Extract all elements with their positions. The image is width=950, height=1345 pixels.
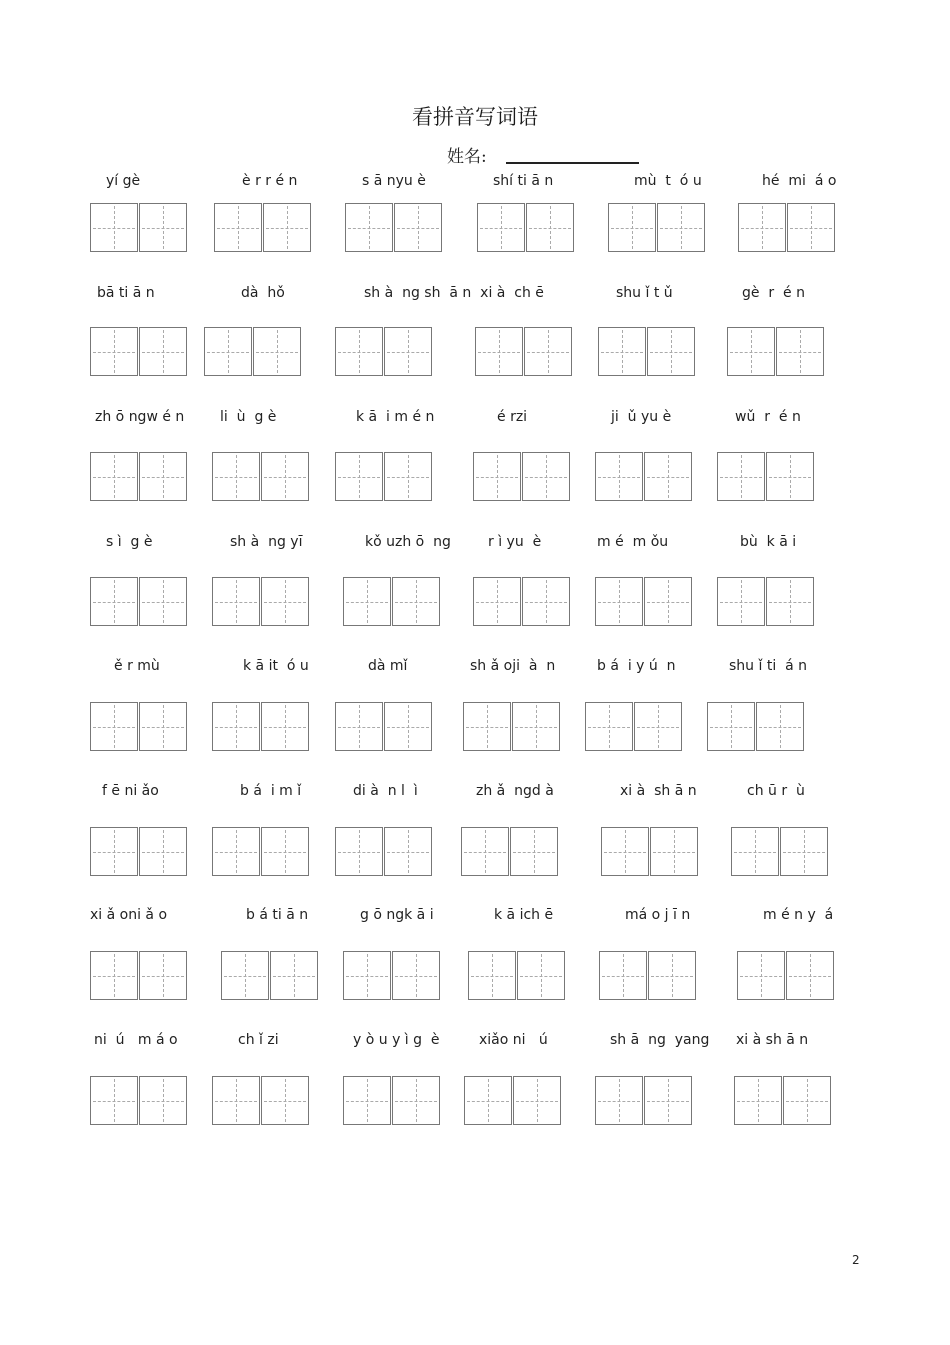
tian-grid-cell[interactable] [335,827,383,876]
writing-box[interactable] [343,1076,440,1125]
pinyin-label: bù k ā i [740,534,797,550]
tian-grid-cell[interactable] [477,203,525,252]
tian-grid-cell[interactable] [595,577,643,626]
writing-box[interactable] [717,577,814,626]
pinyin-label: shu ǐ ti á n [729,658,808,674]
pinyin-label: m é n y á [763,907,834,923]
writing-box[interactable] [212,577,309,626]
tian-grid-cell[interactable] [261,827,309,876]
writing-box[interactable] [90,203,187,252]
pinyin-label: k ā i m é n [356,409,435,425]
tian-grid-cell[interactable] [90,203,138,252]
pinyin-label: shí ti ā n [493,173,554,189]
tian-grid-cell[interactable] [468,951,516,1000]
pinyin-label: hé mi á o [762,173,837,189]
writing-box[interactable] [90,577,187,626]
tian-grid-cell[interactable] [345,203,393,252]
page-title: 看拼音写词语 [412,105,538,129]
tian-grid-cell[interactable] [601,827,649,876]
pinyin-label: di à n l ì [353,783,418,799]
pinyin-label: ji ǔ yu è [611,409,672,425]
tian-grid-cell[interactable] [657,203,705,252]
writing-box[interactable] [738,203,835,252]
pinyin-label: f ē ni ǎo [102,783,159,799]
tian-grid-cell[interactable] [394,203,442,252]
writing-box[interactable] [90,327,187,376]
pinyin-label: sh à ng yī [230,534,303,550]
tian-grid-cell[interactable] [384,327,432,376]
writing-box[interactable] [475,327,572,376]
pinyin-label: dà hǒ [241,285,285,301]
tian-grid-cell[interactable] [270,951,318,1000]
pinyin-label: é rzi [497,409,528,425]
tian-grid-cell[interactable] [90,577,138,626]
tian-grid-cell[interactable] [384,452,432,501]
pinyin-label: gè r é n [742,285,805,301]
tian-grid-cell[interactable] [139,452,187,501]
writing-box[interactable] [737,951,834,1000]
pinyin-label: b á i y ú n [597,658,676,674]
tian-grid-cell[interactable] [731,827,779,876]
tian-grid-cell[interactable] [221,951,269,1000]
writing-box[interactable] [90,452,187,501]
writing-box[interactable] [90,702,187,751]
tian-grid-cell[interactable] [526,203,574,252]
tian-grid-cell[interactable] [90,1076,138,1125]
tian-grid-cell[interactable] [261,577,309,626]
tian-grid-cell[interactable] [599,951,647,1000]
tian-grid-cell[interactable] [787,203,835,252]
tian-grid-cell[interactable] [212,827,260,876]
writing-box[interactable] [461,827,558,876]
tian-grid-cell[interactable] [212,577,260,626]
tian-grid-cell[interactable] [90,327,138,376]
tian-grid-cell[interactable] [261,452,309,501]
tian-grid-cell[interactable] [139,702,187,751]
tian-grid-cell[interactable] [517,951,565,1000]
tian-grid-cell[interactable] [644,1076,692,1125]
pinyin-label: xiǎo ni ú [479,1032,548,1048]
tian-grid-cell[interactable] [139,1076,187,1125]
tian-grid-cell[interactable] [139,327,187,376]
tian-grid-cell[interactable] [776,327,824,376]
writing-box[interactable] [608,203,705,252]
tian-grid-cell[interactable] [510,827,558,876]
writing-box[interactable] [585,702,682,751]
writing-box[interactable] [212,1076,309,1125]
writing-box[interactable] [601,827,698,876]
tian-grid-cell[interactable] [707,702,755,751]
pinyin-label: s ì g è [106,534,153,550]
pinyin-label: y ò u y ì g è [353,1032,440,1048]
tian-grid-cell[interactable] [464,1076,512,1125]
name-field[interactable] [506,162,639,164]
tian-grid-cell[interactable] [475,327,523,376]
tian-grid-cell[interactable] [384,702,432,751]
writing-box[interactable] [90,827,187,876]
tian-grid-cell[interactable] [261,1076,309,1125]
writing-box[interactable] [90,1076,187,1125]
writing-box[interactable] [214,203,311,252]
writing-box[interactable] [221,951,318,1000]
tian-grid-cell[interactable] [647,327,695,376]
tian-grid-cell[interactable] [585,702,633,751]
pinyin-label: xi à sh ā n [620,783,697,799]
writing-box[interactable] [477,203,574,252]
writing-box[interactable] [595,1076,692,1125]
tian-grid-cell[interactable] [253,327,301,376]
tian-grid-cell[interactable] [212,1076,260,1125]
tian-grid-cell[interactable] [766,452,814,501]
writing-box[interactable] [335,327,432,376]
tian-grid-cell[interactable] [644,577,692,626]
tian-grid-cell[interactable] [392,577,440,626]
tian-grid-cell[interactable] [598,327,646,376]
writing-box[interactable] [595,577,692,626]
writing-box[interactable] [335,702,432,751]
tian-grid-cell[interactable] [522,452,570,501]
tian-grid-cell[interactable] [524,327,572,376]
writing-box[interactable] [731,827,828,876]
pinyin-label: má o j ī n [625,907,691,923]
pinyin-label: sh à ng sh ā n xi à ch ē [364,285,544,301]
tian-grid-cell[interactable] [90,452,138,501]
writing-box[interactable] [717,452,814,501]
pinyin-label: k ā it ó u [243,658,309,674]
tian-grid-cell[interactable] [263,203,311,252]
pinyin-label: ch ǐ zi [238,1032,279,1048]
pinyin-label: s ā nyu è [362,173,426,189]
writing-box[interactable] [734,1076,831,1125]
pinyin-label: sh ā ng yang [610,1032,710,1048]
tian-grid-cell[interactable] [717,577,765,626]
tian-grid-cell[interactable] [595,452,643,501]
writing-box[interactable] [598,327,695,376]
tian-grid-cell[interactable] [139,951,187,1000]
tian-grid-cell[interactable] [335,452,383,501]
writing-box[interactable] [212,702,309,751]
writing-box[interactable] [343,951,440,1000]
tian-grid-cell[interactable] [473,452,521,501]
tian-grid-cell[interactable] [214,203,262,252]
tian-grid-cell[interactable] [786,951,834,1000]
pinyin-label: sh ǎ oji à n [470,658,556,674]
tian-grid-cell[interactable] [261,702,309,751]
pinyin-label: è r r é n [242,173,298,189]
page-number: 2 [852,1253,860,1267]
pinyin-label: wǔ r é n [735,409,801,425]
pinyin-label: bā ti ā n [97,285,155,301]
tian-grid-cell[interactable] [727,327,775,376]
tian-grid-cell[interactable] [595,1076,643,1125]
pinyin-label: m é m ǒu [597,534,669,550]
tian-grid-cell[interactable] [737,951,785,1000]
tian-grid-cell[interactable] [384,827,432,876]
tian-grid-cell[interactable] [90,702,138,751]
tian-grid-cell[interactable] [204,327,252,376]
pinyin-label: li ù g è [220,409,277,425]
tian-grid-cell[interactable] [734,1076,782,1125]
tian-grid-cell[interactable] [766,577,814,626]
pinyin-label: ni ú m á o [94,1032,178,1048]
tian-grid-cell[interactable] [756,702,804,751]
tian-grid-cell[interactable] [392,951,440,1000]
pinyin-label: k ā ich ē [494,907,554,923]
tian-grid-cell[interactable] [335,702,383,751]
pinyin-label: zh ǎ ngd à [476,783,554,799]
pinyin-label: kǒ uzh ō ng [365,534,451,550]
pinyin-label: zh ō ngw é n [95,409,185,425]
writing-box[interactable] [343,577,440,626]
tian-grid-cell[interactable] [513,1076,561,1125]
tian-grid-cell[interactable] [212,702,260,751]
pinyin-label: b á i m ǐ [240,783,302,799]
tian-grid-cell[interactable] [644,452,692,501]
tian-grid-cell[interactable] [608,203,656,252]
tian-grid-cell[interactable] [650,827,698,876]
writing-box[interactable] [335,827,432,876]
tian-grid-cell[interactable] [634,702,682,751]
pinyin-label: shu ǐ t ǔ [616,285,673,301]
pinyin-label: dà mǐ [368,658,408,674]
tian-grid-cell[interactable] [780,827,828,876]
tian-grid-cell[interactable] [463,702,511,751]
tian-grid-cell[interactable] [392,1076,440,1125]
pinyin-label: mù t ó u [634,173,702,189]
name-label: 姓名: [447,147,487,167]
tian-grid-cell[interactable] [90,827,138,876]
tian-grid-cell[interactable] [512,702,560,751]
writing-box[interactable] [90,951,187,1000]
tian-grid-cell[interactable] [783,1076,831,1125]
writing-box[interactable] [473,577,570,626]
tian-grid-cell[interactable] [461,827,509,876]
pinyin-label: xi ǎ oni ǎ o [90,907,168,923]
pinyin-label: g ō ngk ā i [360,907,434,923]
tian-grid-cell[interactable] [343,1076,391,1125]
writing-box[interactable] [468,951,565,1000]
tian-grid-cell[interactable] [738,203,786,252]
pinyin-label: xi à sh ā n [736,1032,809,1048]
pinyin-label: b á ti ā n [246,907,309,923]
tian-grid-cell[interactable] [212,452,260,501]
writing-box[interactable] [212,452,309,501]
writing-box[interactable] [707,702,804,751]
pinyin-label: ch ū r ù [747,783,805,799]
tian-grid-cell[interactable] [139,577,187,626]
tian-grid-cell[interactable] [139,827,187,876]
writing-box[interactable] [473,452,570,501]
tian-grid-cell[interactable] [648,951,696,1000]
writing-box[interactable] [464,1076,561,1125]
writing-box[interactable] [463,702,560,751]
writing-box[interactable] [335,452,432,501]
tian-grid-cell[interactable] [343,951,391,1000]
tian-grid-cell[interactable] [473,577,521,626]
tian-grid-cell[interactable] [717,452,765,501]
writing-box[interactable] [212,827,309,876]
writing-box[interactable] [727,327,824,376]
writing-box[interactable] [204,327,301,376]
pinyin-label: yí gè [106,173,141,189]
tian-grid-cell[interactable] [335,327,383,376]
pinyin-label: ě r mù [114,658,160,674]
writing-box[interactable] [599,951,696,1000]
writing-box[interactable] [595,452,692,501]
writing-box[interactable] [345,203,442,252]
pinyin-label: r ì yu è [488,534,542,550]
tian-grid-cell[interactable] [139,203,187,252]
tian-grid-cell[interactable] [90,951,138,1000]
tian-grid-cell[interactable] [522,577,570,626]
tian-grid-cell[interactable] [343,577,391,626]
